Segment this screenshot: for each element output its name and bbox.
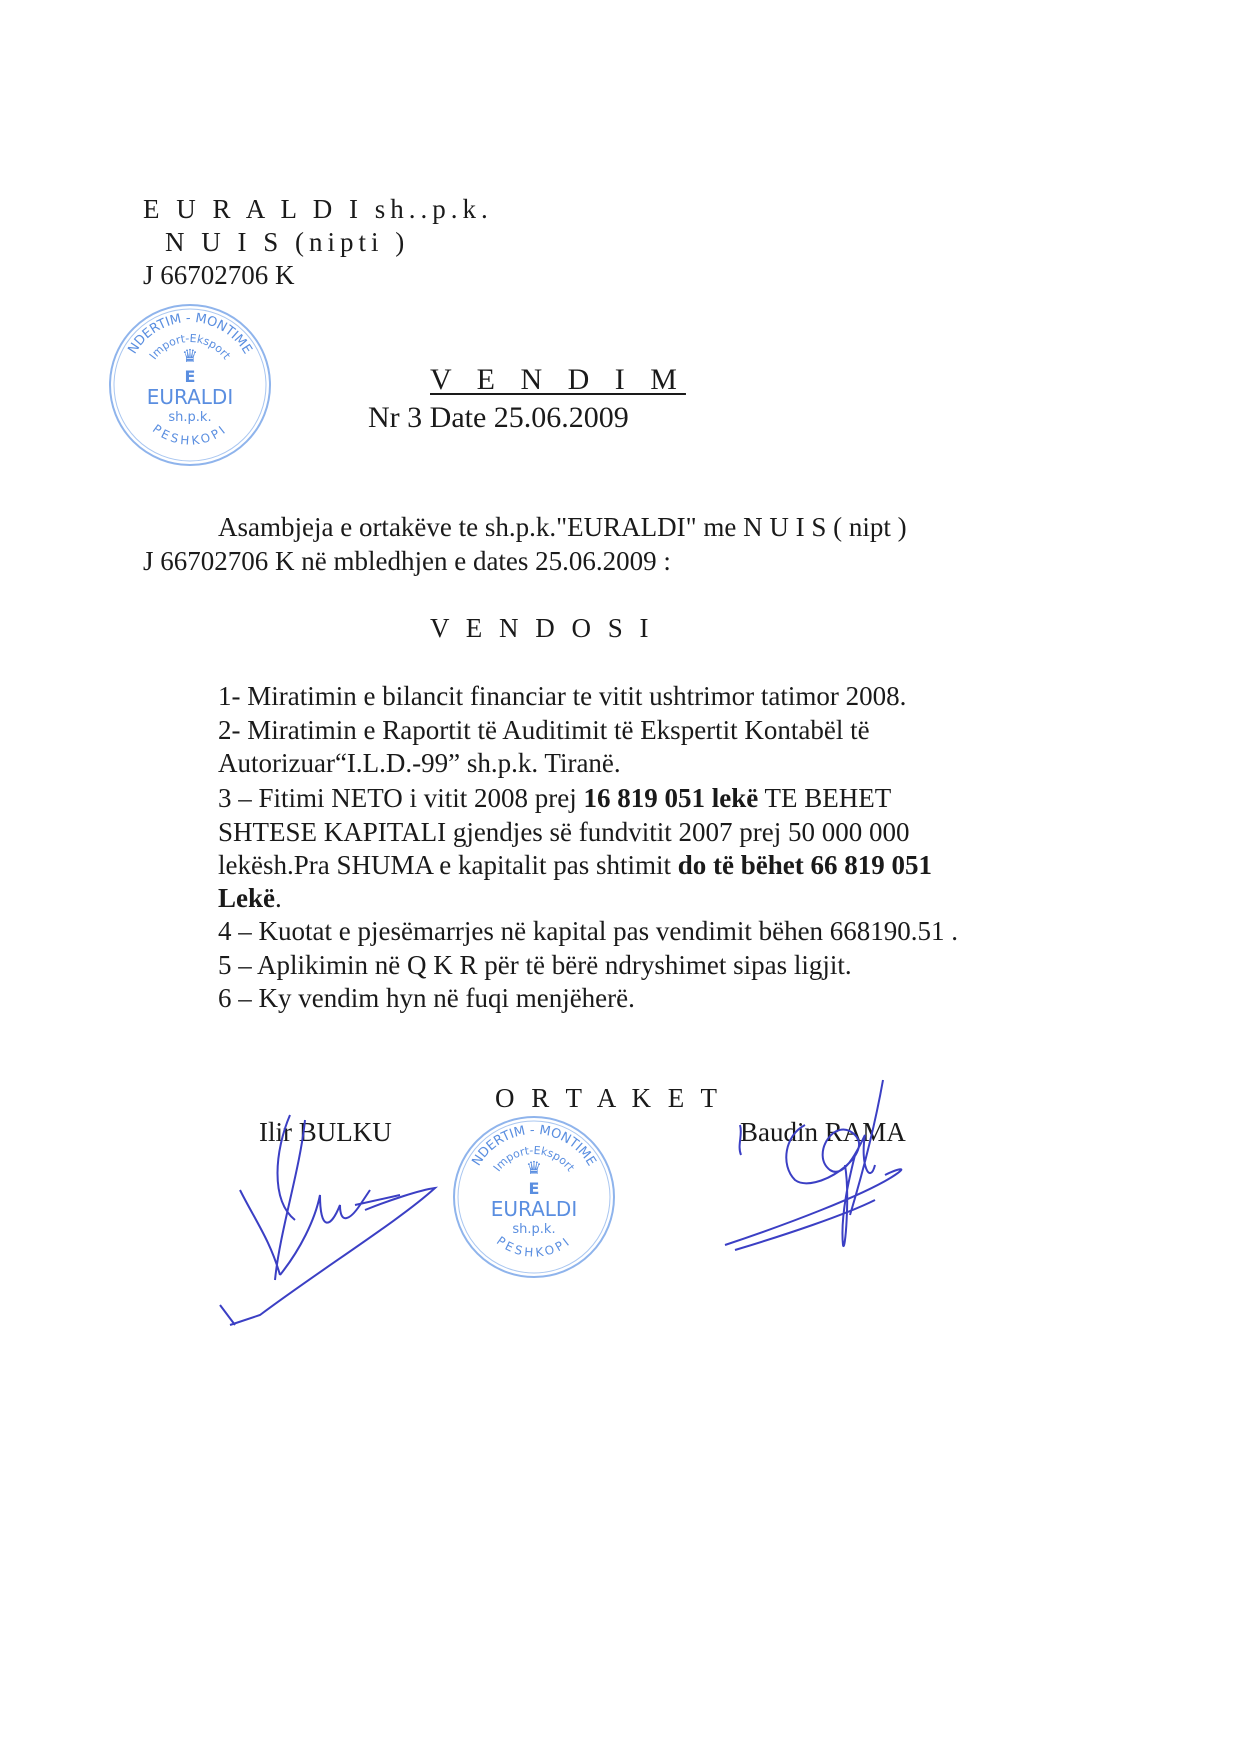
- svg-text:NDERTIM - MONTIME: NDERTIM - MONTIME: [469, 1122, 599, 1169]
- nuis-number: J 66702706 K: [143, 260, 295, 290]
- svg-text:NDERTIM - MONTIME: NDERTIM - MONTIME: [125, 310, 255, 357]
- partners-heading: O R T A K E T: [495, 1083, 723, 1113]
- svg-text:sh.p.k.: sh.p.k.: [168, 410, 212, 425]
- document-number-date: Nr 3 Date 25.06.2009: [368, 401, 629, 434]
- item-1: 1- Miratimin e bilancit financiar te vitit ushtrimor tatimor 2008.: [218, 681, 907, 711]
- item-3-line-4: Lekë.: [218, 883, 282, 913]
- signature-partner-1: [220, 1110, 450, 1340]
- svg-text:sh.p.k.: sh.p.k.: [512, 1222, 556, 1237]
- partner-2-name: Baudin RAMA: [740, 1117, 906, 1147]
- svg-text:E: E: [184, 367, 196, 386]
- item-3-line-1: 3 – Fitimi NETO i vitit 2008 prej 16 819 051 lekë TE BEHET: [218, 783, 892, 813]
- svg-text:Import-Eksport: Import-Eksport: [490, 1143, 578, 1175]
- decision-heading: V E N D O S I: [430, 613, 654, 643]
- company-name: E U R A L D I sh..p.k.: [143, 194, 493, 224]
- svg-text:PESHKOPI: PESHKOPI: [150, 421, 230, 448]
- intro-line-2: J 66702706 K në mbledhjen e dates 25.06.2009 :: [143, 546, 671, 576]
- item-4: 4 – Kuotat e pjesëmarrjes në kapital pas vendimit bëhen 668190.51 .: [218, 916, 959, 946]
- item-3-line-3: lekësh.Pra SHUMA e kapitalit pas shtimit do të bëhet 66 819 051: [218, 850, 932, 880]
- item-6: 6 – Ky vendim hyn në fuqi menjëherë.: [218, 983, 635, 1013]
- signature-partner-2: [725, 1075, 925, 1265]
- item-3-line-2: SHTESE KAPITALI gjendjes së fundvitit 2007 prej 50 000 000: [218, 817, 910, 847]
- intro-line-1: Asambjeja e ortakëve te sh.p.k."EURALDI" me N U I S ( nipt ): [218, 512, 907, 542]
- item-5: 5 – Aplikimin në Q K R për të bërë ndryshimet sipas ligjit.: [218, 950, 852, 980]
- svg-text:Import-Eksport: Import-Eksport: [146, 331, 234, 363]
- company-stamp: [105, 300, 275, 470]
- company-stamp-signatures: [449, 1112, 619, 1282]
- item-2-line-1: 2- Miratimin e Raportit të Auditimit të Ekspertit Kontabël të: [218, 715, 870, 745]
- svg-text:PESHKOPI: PESHKOPI: [494, 1233, 574, 1260]
- svg-text:EURALDI: EURALDI: [146, 385, 234, 409]
- svg-text:EURALDI: EURALDI: [490, 1197, 578, 1221]
- crown-icon: ♛: [525, 1158, 543, 1179]
- svg-text:E: E: [528, 1179, 540, 1198]
- document-title: V E N D I M: [430, 363, 686, 396]
- crown-icon: ♛: [181, 346, 199, 367]
- partner-1-name: Ilir BULKU: [259, 1117, 392, 1147]
- item-2-line-2: Autorizuar“I.L.D.-99” sh.p.k. Tiranë.: [218, 748, 621, 778]
- nuis-label: N U I S (nipti ): [165, 227, 410, 257]
